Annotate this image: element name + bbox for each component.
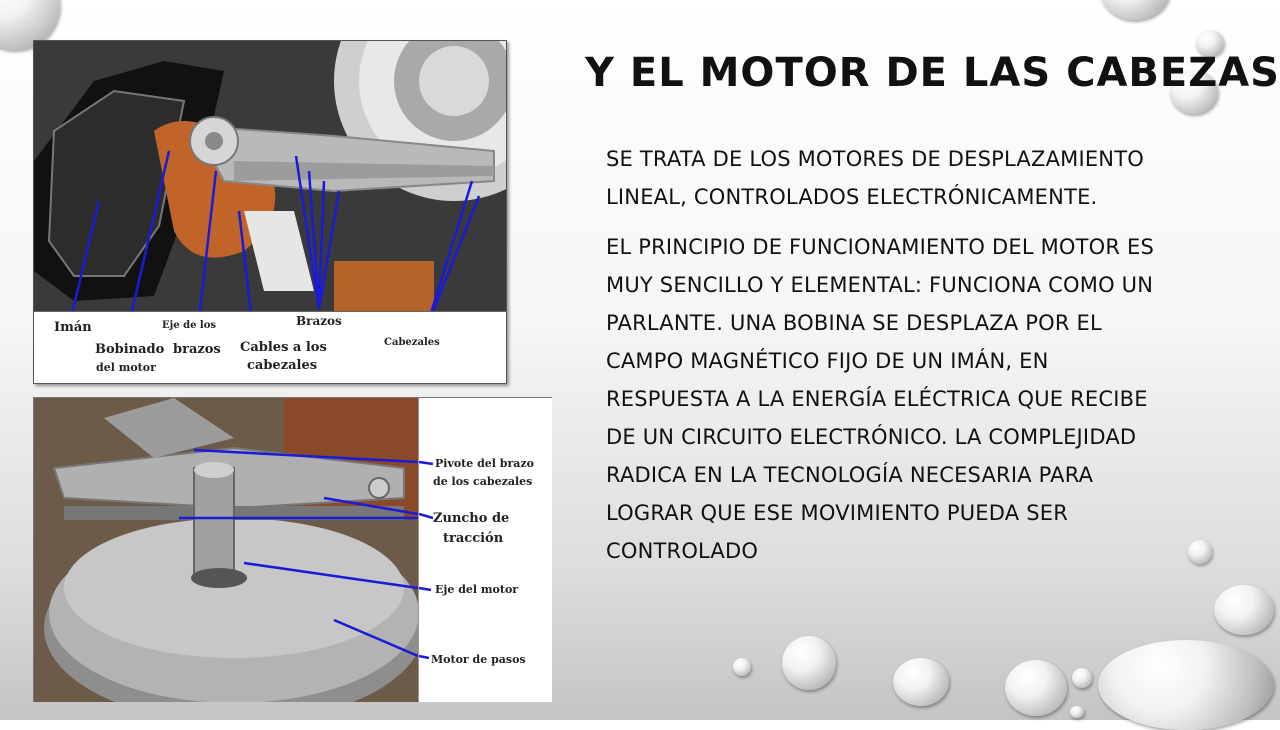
label-eje-de-los: Eje de los [162, 320, 217, 331]
water-drop-decoration [782, 636, 836, 690]
water-drop-decoration [1005, 660, 1067, 716]
stepper-motor-photo [34, 398, 418, 702]
water-drop-decoration [1214, 585, 1274, 635]
label-pivote-line1: Pivote del brazo [435, 457, 534, 470]
label-cabezales-lower: cabezales [247, 358, 318, 373]
water-drop-decoration [733, 658, 751, 676]
label-eje-motor: Eje del motor [435, 583, 519, 596]
slide-title: Y EL MOTOR DE LAS CABEZAS [585, 50, 1280, 96]
label-brazos: Brazos [296, 314, 342, 328]
body-paragraph: SE TRATA DE LOS MOTORES DE DESPLAZAMIENTO LINEAL, CONTROLADOS ELECTRÓNICAMENTE. [606, 147, 1144, 209]
label-cabezales: Cabezales [384, 337, 440, 348]
label-pivote-line2: de los cabezales [433, 475, 533, 488]
label-bobinado: Bobinado [95, 342, 165, 357]
label-panel [418, 398, 552, 702]
slide-body [606, 140, 1176, 582]
label-iman: Imán [54, 320, 92, 335]
water-drop-decoration [1070, 706, 1084, 718]
water-drop-decoration [1072, 668, 1092, 688]
water-drop-decoration [1098, 640, 1274, 730]
label-zuncho-line2: tracción [443, 531, 504, 546]
label-motor-pasos: Motor de pasos [431, 653, 526, 666]
head-actuator-photo [34, 41, 506, 311]
label-brazos-lower: brazos [173, 342, 221, 357]
water-drop-decoration [1188, 540, 1212, 564]
body-paragraph: EL PRINCIPIO DE FUNCIONAMIENTO DEL MOTOR ES MUY SENCILLO Y ELEMENTAL: FUNCIONA COMO UN PARLANTE. UNA BOBINA SE DESPLAZA POR EL CAMPO MAGNÉTICO FIJO DE UN IMÁN, EN RESPUESTA A LA ENERGÍA ELÉCTRICA QUE RECIBE DE UN CIRCUITO ELECTRÓNICO. LA COMPLEJIDAD RADICA EN LA TECNOLOGÍA NECESARIA PARA LOGRAR QUE ESE MOVIMIENTO PUEDA SER CONTROLADO [606, 235, 1155, 563]
figure-stepper-motor [33, 397, 552, 702]
label-del-motor: del motor [96, 361, 156, 374]
figure-head-actuator [33, 40, 507, 384]
water-drop-decoration [893, 658, 949, 706]
label-cables: Cables a los [240, 340, 327, 355]
water-drop-decoration [1100, 0, 1170, 20]
label-zuncho-line1: Zuncho de [433, 511, 510, 526]
